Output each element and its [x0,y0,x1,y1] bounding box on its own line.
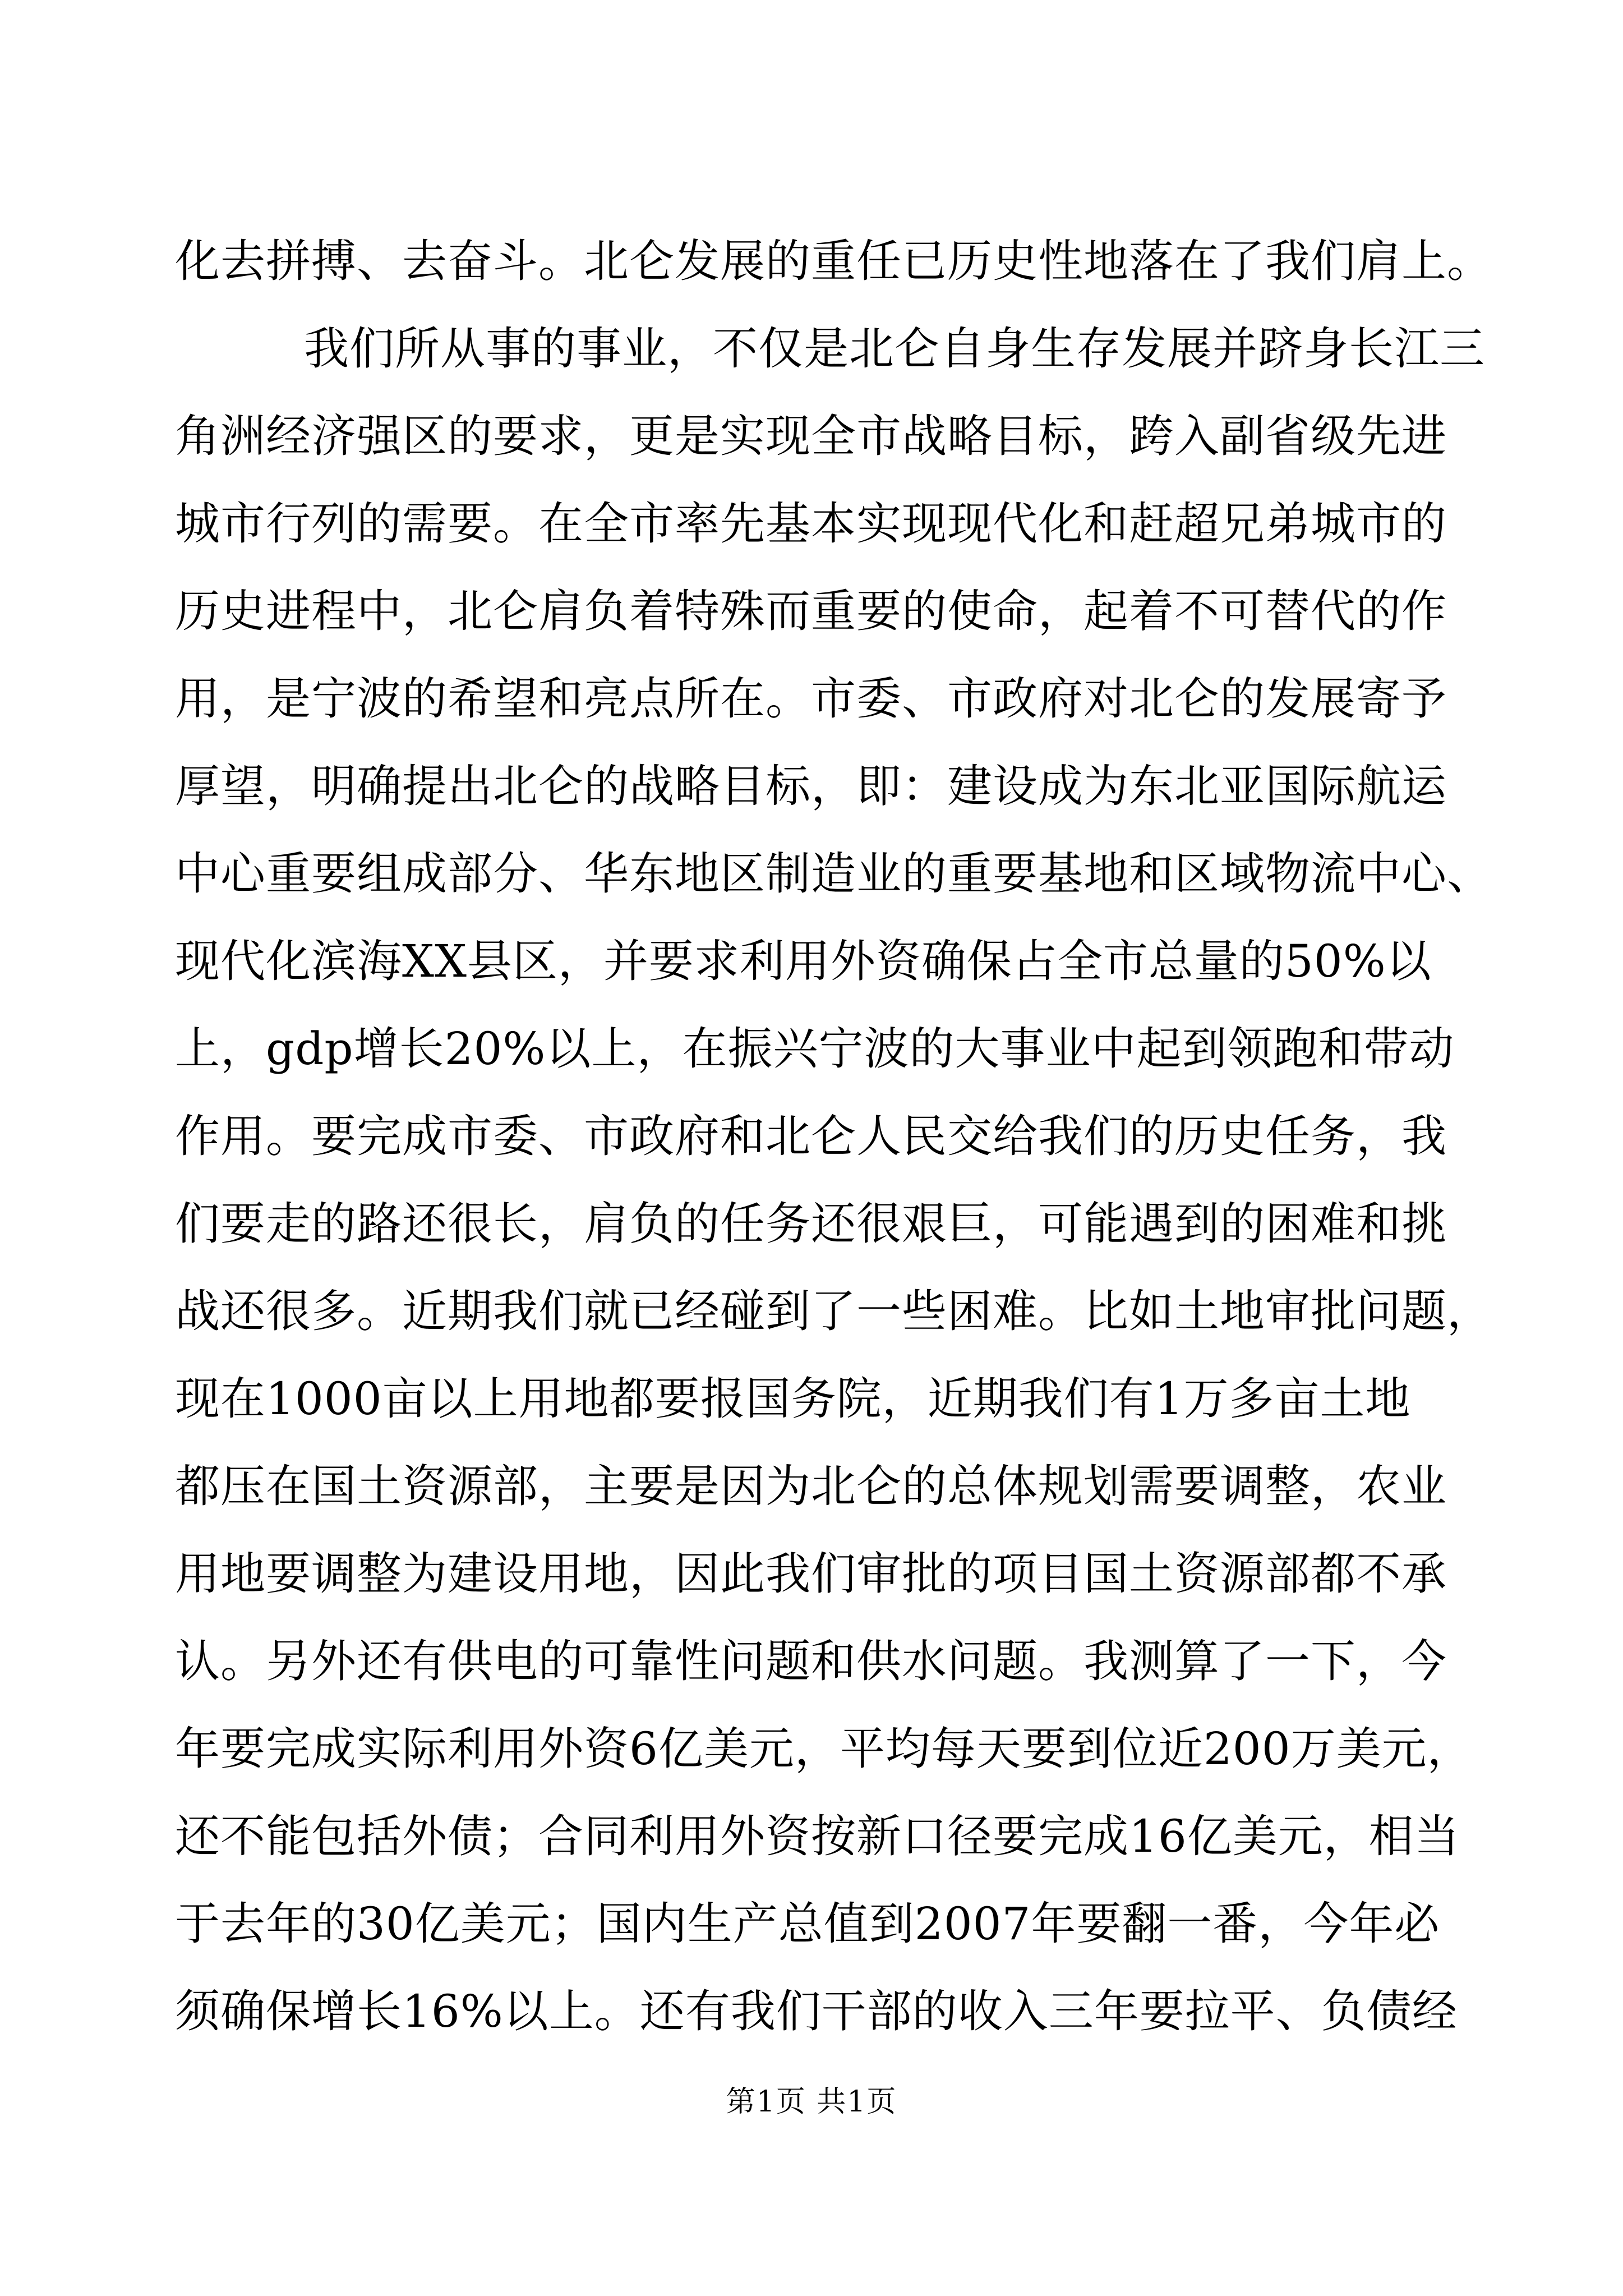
text-line: 们要走的路还很长，肩负的任务还很艰巨，可能遇到的困难和挑 [175,1198,1447,1250]
text-line: 都压在国土资源部，主要是因为北仑的总体规划需要调整，农业 [175,1460,1447,1512]
text-line: 厚望，明确提出北仑的战略目标，即：建设成为东北亚国际航运 [175,760,1447,812]
paragraph-first-line: 我们所从事的事业，不仅是北仑自身生存发展并跻身长江三 [304,323,1485,375]
text-line: 上，gdp增长20%以上，在振兴宁波的大事业中起到领跑和带动 [175,1023,1455,1075]
text-line: 于去年的30亿美元；国内生产总值到2007年要翻一番，今年必 [175,1898,1440,1950]
text-line: 还不能包括外债；合同利用外资按新口径要完成16亿美元，相当 [175,1810,1460,1862]
text-line: 用地要调整为建设用地，因此我们审批的项目国土资源部都不承 [175,1548,1447,1600]
text-line: 历史进程中，北仑肩负着特殊而重要的使命，起着不可替代的作 [175,585,1447,637]
text-line: 用，是宁波的希望和亮点所在。市委、市政府对北仑的发展寄予 [175,673,1447,725]
body-text [175,218,1492,2055]
page-footer: 第1页 共1页 [726,2085,897,2119]
text-line: 中心重要组成部分、华东地区制造业的重要基地和区域物流中心、 [175,848,1492,900]
text-line: 作用。要完成市委、市政府和北仑人民交给我们的历史任务，我 [175,1110,1447,1162]
text-line: 化去拼搏、去奋斗。北仑发展的重任已历史性地落在了我们肩上。 [175,235,1492,287]
text-line: 现代化滨海XX县区，并要求利用外资确保占全市总量的50%以 [175,935,1432,987]
text-line: 须确保增长16%以上。还有我们干部的收入三年要拉平、负债经 [175,1985,1458,2037]
text-line: 现在1000亩以上用地都要报国务院，近期我们有1万多亩土地 [175,1373,1411,1425]
text-line: 认。另外还有供电的可靠性问题和供水问题。我测算了一下，今 [175,1635,1447,1687]
text-line: 城市行列的需要。在全市率先基本实现现代化和赶超兄弟城市的 [175,498,1447,550]
text-line: 角洲经济强区的要求，更是实现全市战略目标，跨入副省级先进 [175,410,1447,462]
text-line: 年要完成实际利用外资6亿美元，平均每天要到位近200万美元， [175,1723,1473,1775]
text-line: 战还很多。近期我们就已经碰到了一些困难。比如土地审批问题， [175,1285,1492,1337]
